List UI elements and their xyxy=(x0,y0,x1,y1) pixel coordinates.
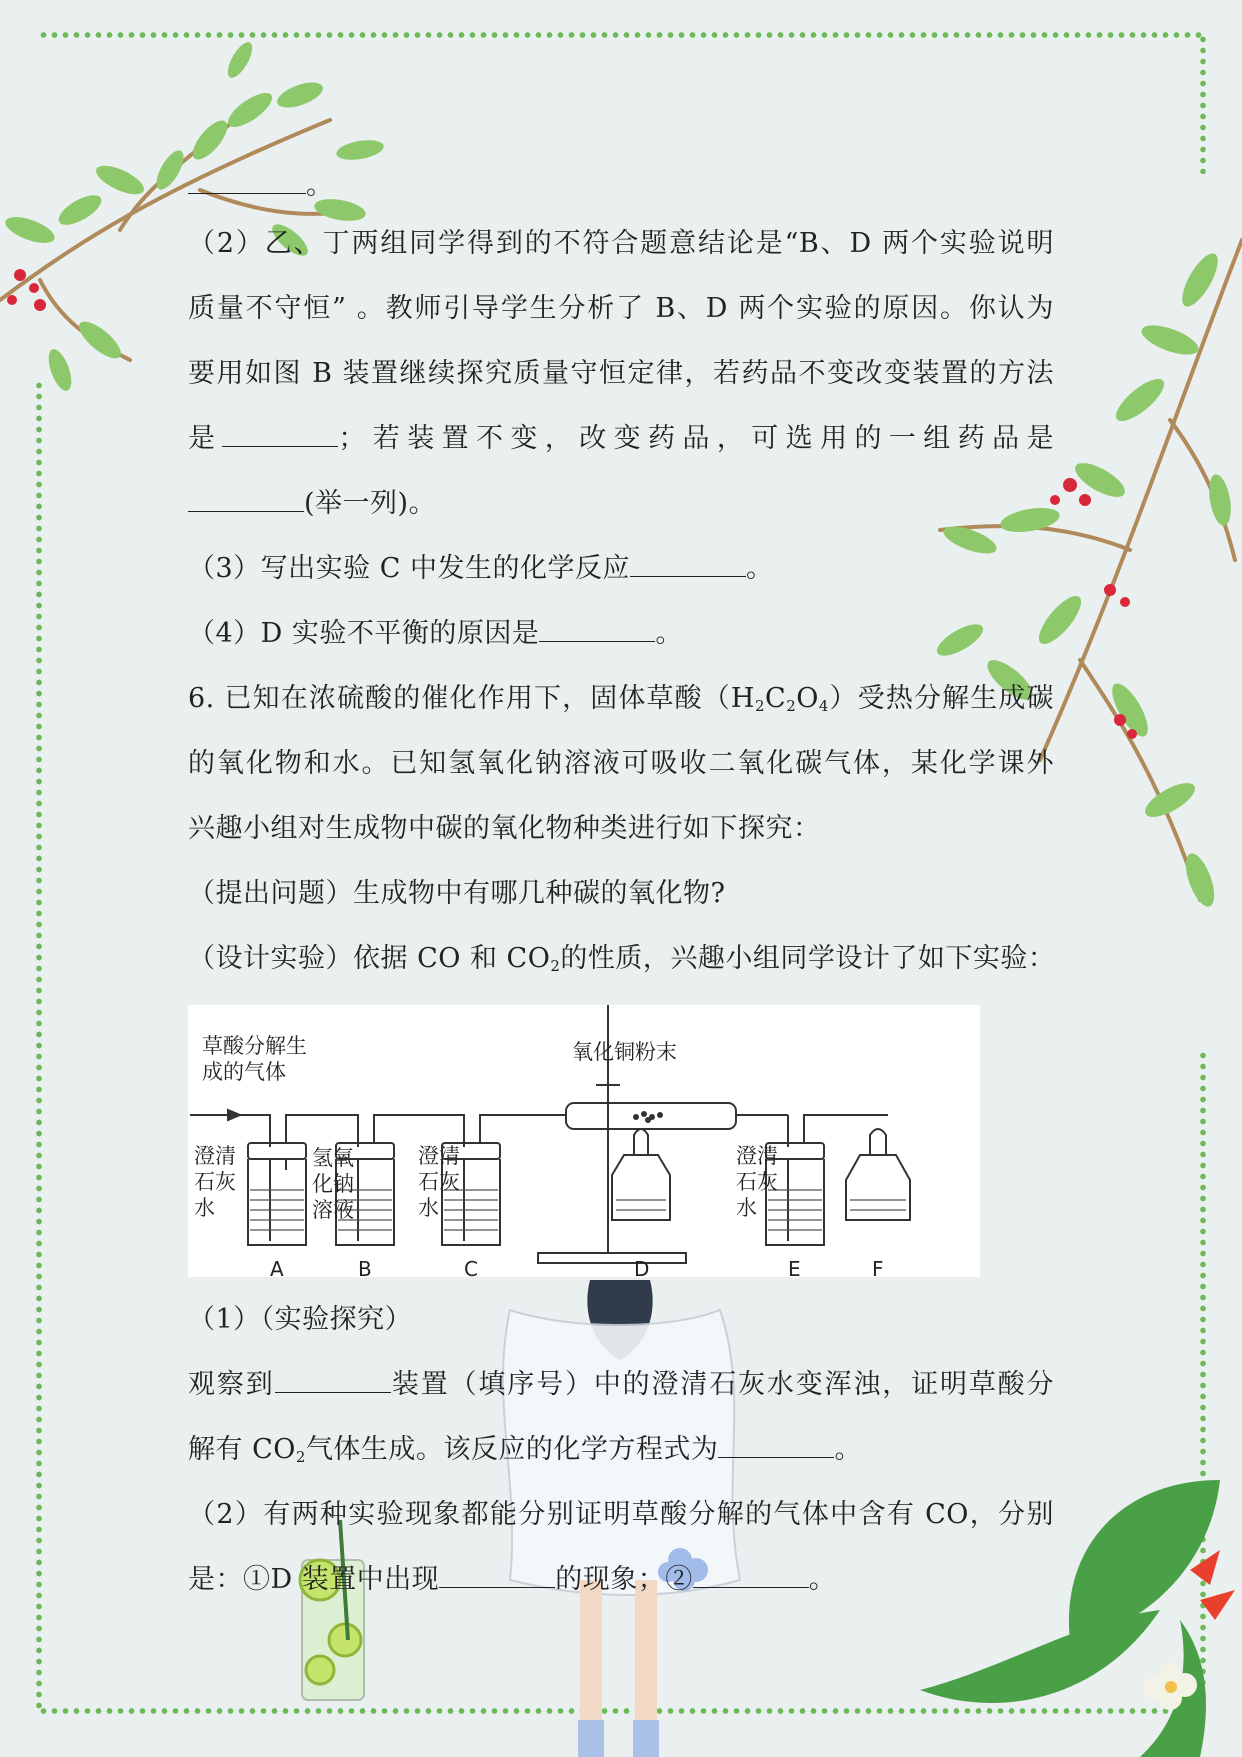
text-line-14: 观察到 装置（填序号）中的澄清石灰水变浑浊，证明草酸分 xyxy=(188,1369,1055,1400)
apparatus-letter-c: C xyxy=(464,1257,478,1281)
text-line-4: 是 ；若装置不变，改变药品，可选用的一组药品是 xyxy=(188,423,1055,454)
text-line-3: 要用如图 B 装置继续探究质量守恒定律，若药品不变改变装置的方法 xyxy=(188,358,1054,389)
bottle-e-label: 澄清 石灰 水 xyxy=(736,1144,778,1220)
text-line-9: 的氧化物和水。已知氢氧化钠溶液可吸收二氧化碳气体，某化学课外 xyxy=(188,748,1054,779)
text-line-0: 。 xyxy=(188,166,334,206)
apparatus-letter-b: B xyxy=(358,1257,372,1281)
bottle-a-label: 澄清 石灰 水 xyxy=(194,1144,236,1220)
text-line-1: （2）乙、丁两组同学得到的不符合题意结论是“B、D 两个实验说明 xyxy=(188,228,1054,259)
dotted-border-right-top xyxy=(1200,34,1206,174)
answer-blank xyxy=(718,1433,834,1458)
text-line-12: （设计实验）依据 CO 和 $CO_2$的性质，兴趣小组同学设计了如下实验： xyxy=(188,943,1056,975)
text-line-15: 解有 $CO_2$气体生成。该反应的化学方程式为 。 xyxy=(188,1434,862,1466)
answer-blank xyxy=(439,1563,555,1588)
text-line-7: （4）D 实验不平衡的原因是 。 xyxy=(188,618,683,649)
answer-blank xyxy=(222,422,338,447)
answer-blank xyxy=(188,169,306,194)
lemonade-glass-decoration xyxy=(290,1520,380,1710)
answer-blank xyxy=(630,552,746,577)
apparatus-letter-d: D xyxy=(634,1257,650,1281)
tropical-leaves-decoration xyxy=(880,1440,1242,1757)
answer-blank xyxy=(275,1368,391,1393)
bottle-b-label: 氢氧 化钠 溶液 xyxy=(312,1146,354,1222)
gas-inlet-label: 草酸分解生 成的气体 xyxy=(202,1034,307,1084)
text-line-5: (举一列)。 xyxy=(188,484,436,524)
text-line-10: 兴趣小组对生成物中碳的氧化物种类进行如下探究： xyxy=(188,813,821,844)
answer-blank xyxy=(539,617,655,642)
bottle-c-label: 澄清 石灰 水 xyxy=(418,1144,460,1220)
text-line-16: （2）有两种实验现象都能分别证明草酸分解的气体中含有 CO，分别 xyxy=(188,1499,1054,1530)
answer-blank xyxy=(693,1563,809,1588)
dotted-border-left xyxy=(36,380,42,1710)
apparatus-diagram xyxy=(188,1005,980,1281)
dotted-border-top xyxy=(38,32,1206,38)
text-line-11: （提出问题）生成物中有哪几种碳的氧化物? xyxy=(188,878,726,909)
text-line-8: 6. 已知在浓硫酸的催化作用下，固体草酸$(H_2C_2O_4)$受热分解生成碳 xyxy=(188,683,1055,715)
copper-oxide-label: 氧化铜粉末 xyxy=(572,1040,677,1064)
answer-blank xyxy=(188,487,304,512)
apparatus-letter-a: A xyxy=(270,1257,284,1281)
text-line-17: 是：①D 装置中出现 的现象；② 。 xyxy=(188,1564,837,1595)
text-line-2: 质量不守恒” 。教师引导学生分析了 B、D 两个实验的原因。你认为 xyxy=(188,293,1054,324)
text-line-6: （3）写出实验 C 中发生的化学反应 。 xyxy=(188,553,774,584)
apparatus-letter-f: F xyxy=(872,1257,884,1281)
apparatus-letter-e: E xyxy=(788,1257,801,1281)
text-line-13: （1）（实验探究） xyxy=(188,1304,413,1335)
